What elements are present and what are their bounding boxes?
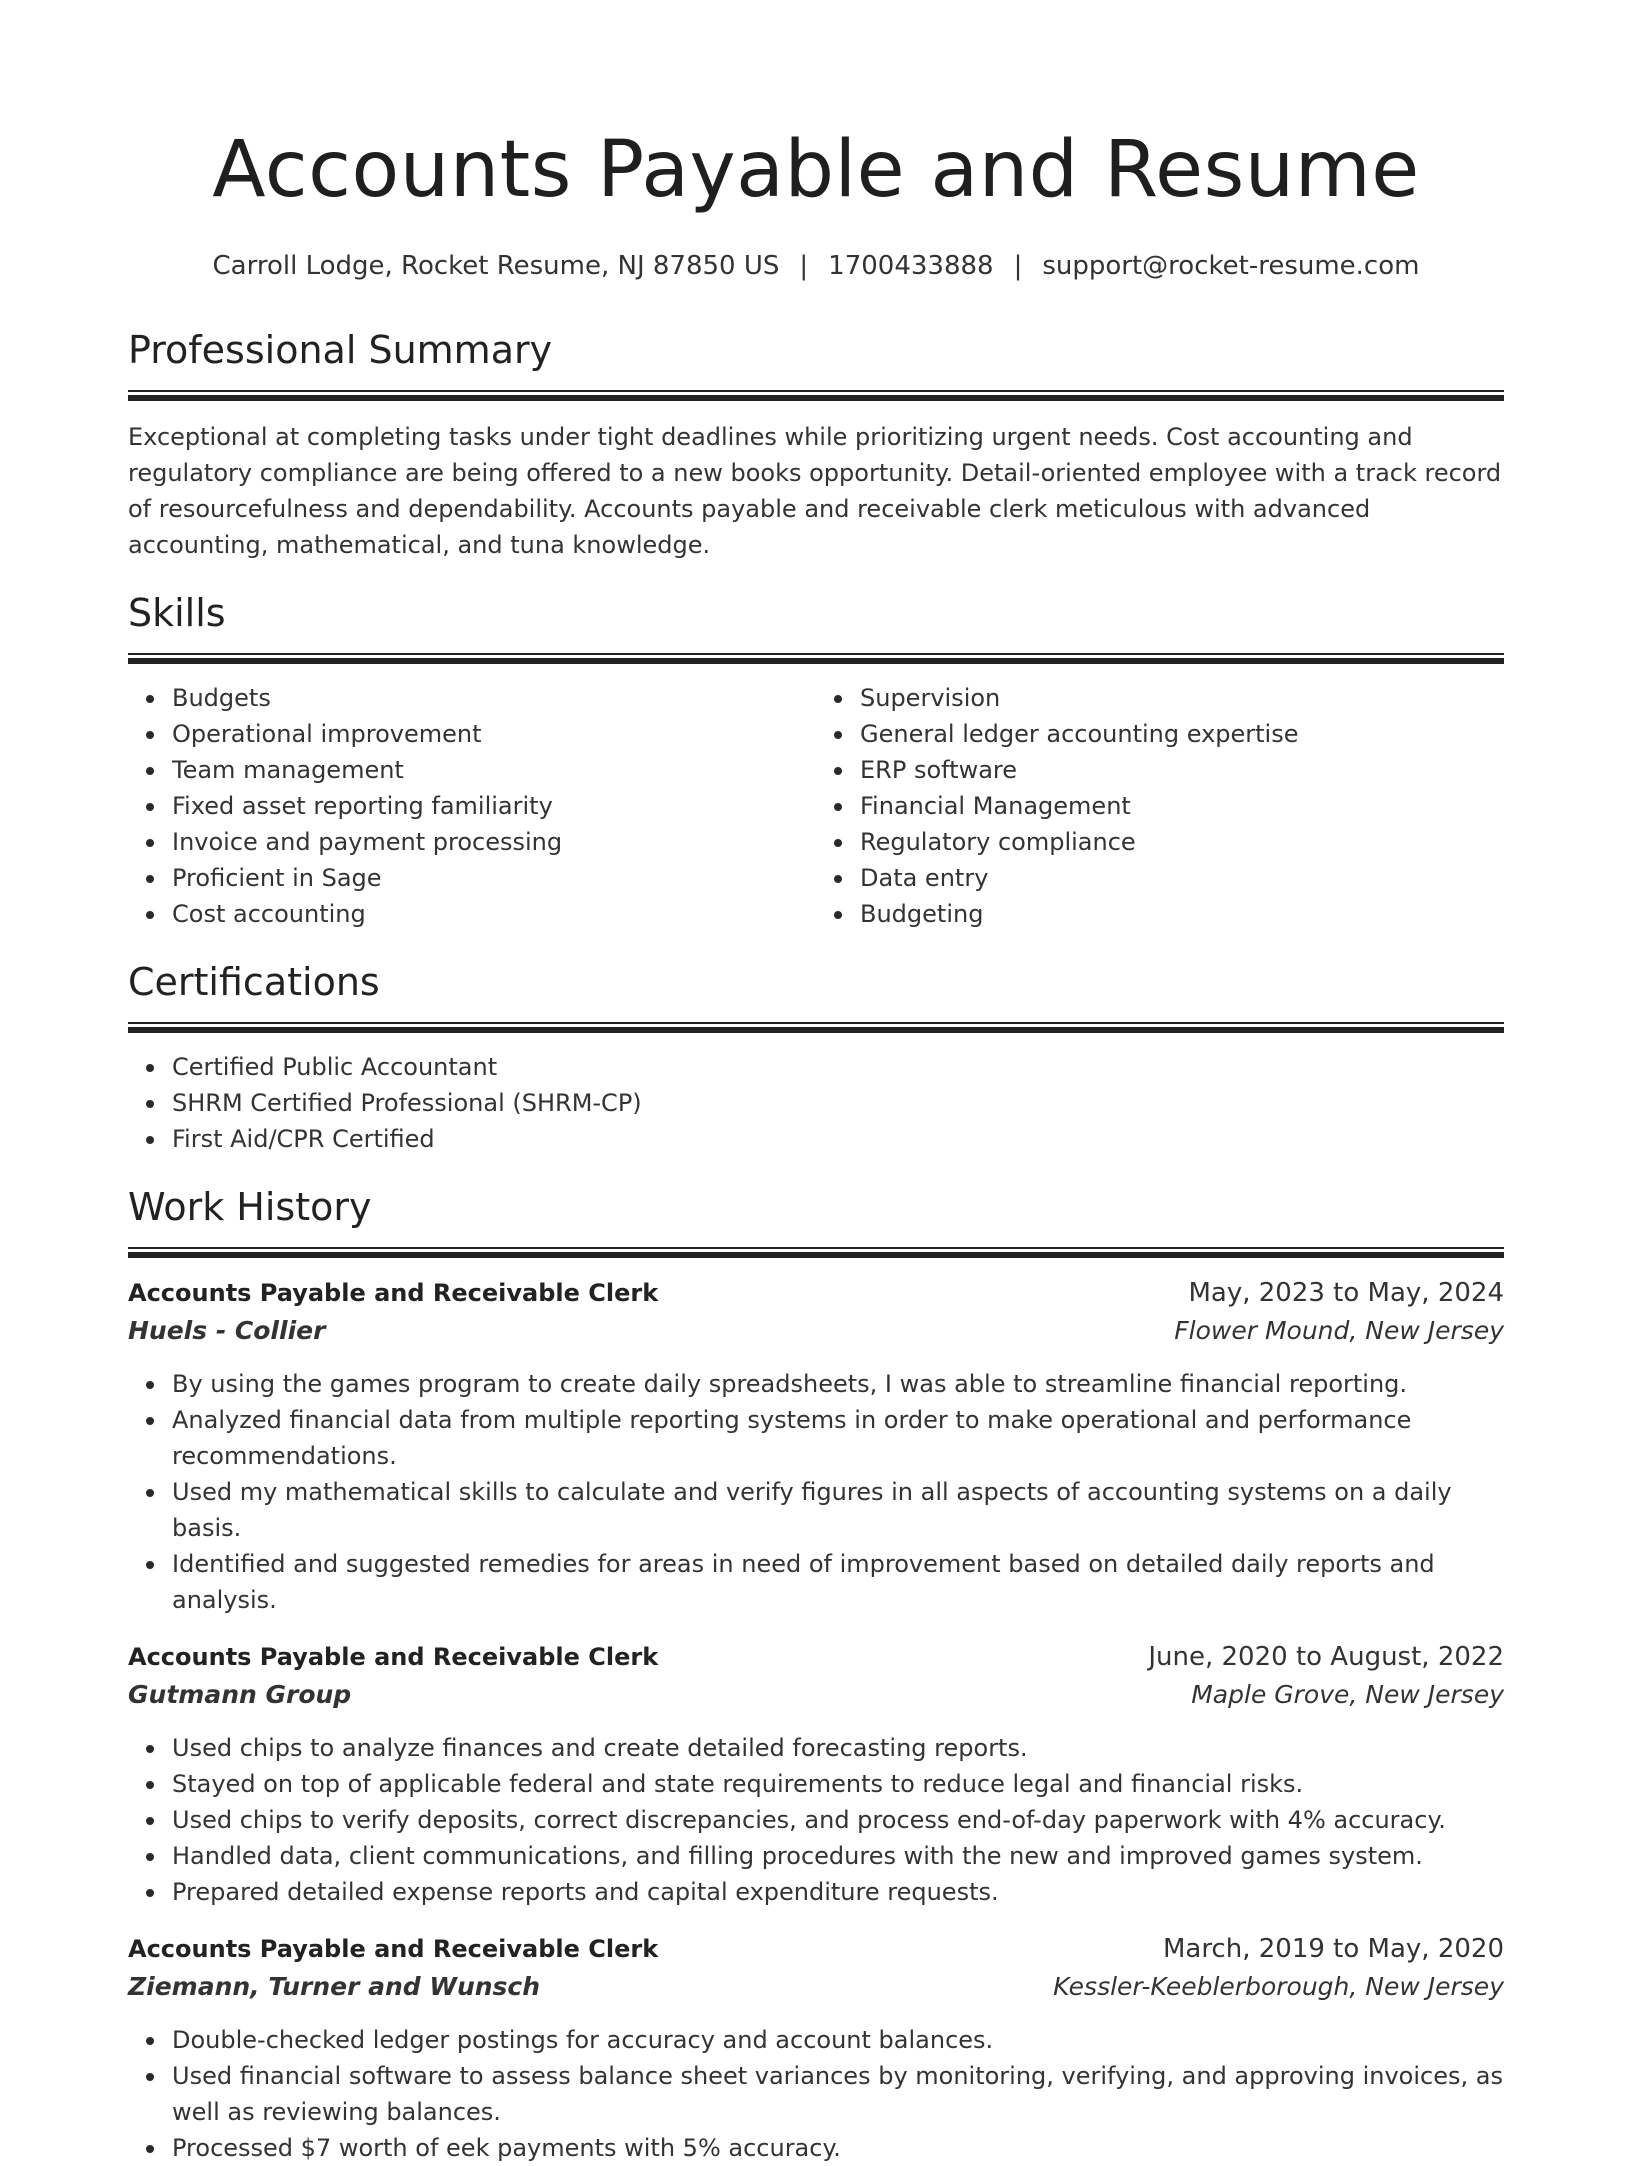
skills-grid — [128, 680, 1504, 932]
job-company: Huels - Collier — [128, 1316, 326, 1345]
skill-item: Cost accounting — [172, 896, 816, 932]
job-title: Accounts Payable and Receivable Clerk — [128, 1279, 659, 1307]
skills-section — [128, 589, 1504, 932]
job-bullet: Double-checked ledger postings for accuracy and account balances. — [172, 2022, 1504, 2058]
section-title-skills: Skills — [128, 591, 226, 635]
skill-item: Operational improvement — [172, 716, 816, 752]
job-dates: March, 2019 to May, 2020 — [1162, 1934, 1504, 1964]
section-title-work-history: Work History — [128, 1185, 372, 1229]
certification-item: First Aid/CPR Certified — [172, 1121, 1504, 1157]
contact-email: support@rocket-resume.com — [1042, 251, 1420, 281]
contact-separator: | — [1013, 251, 1023, 281]
work-history-section — [128, 1183, 1504, 2166]
resume-name: Accounts Payable and Resume — [212, 125, 1420, 215]
section-title-certifications: Certifications — [128, 960, 380, 1004]
job-entry — [128, 1274, 1504, 1618]
contact-separator: | — [799, 251, 809, 281]
section-divider — [128, 653, 1504, 664]
job-bullets — [128, 2022, 1504, 2166]
skill-item: Data entry — [860, 860, 1504, 896]
job-title: Accounts Payable and Receivable Clerk — [128, 1935, 659, 1963]
job-location: Flower Mound, New Jersey — [1174, 1316, 1504, 1345]
job-bullet: Handled data, client communications, and filling procedures with the new and improved games system. — [172, 1838, 1504, 1874]
job-bullet: Stayed on top of applicable federal and state requirements to reduce legal and financial risks. — [172, 1766, 1504, 1802]
skills-list-left — [128, 680, 816, 932]
skill-item: Team management — [172, 752, 816, 788]
certifications-list — [128, 1049, 1504, 1157]
skill-item: Regulatory compliance — [860, 824, 1504, 860]
contact-address: Carroll Lodge, Rocket Resume, NJ 87850 US — [212, 251, 780, 281]
section-divider — [128, 1247, 1504, 1258]
job-title: Accounts Payable and Receivable Clerk — [128, 1643, 659, 1671]
job-bullet: By using the games program to create daily spreadsheets, I was able to streamline financial reporting. — [172, 1366, 1504, 1402]
skill-item: General ledger accounting expertise — [860, 716, 1504, 752]
certifications-section — [128, 958, 1504, 1157]
section-divider — [128, 1022, 1504, 1033]
job-company: Ziemann, Turner and Wunsch — [128, 1972, 541, 2001]
summary-section — [128, 326, 1504, 563]
job-bullet: Used chips to verify deposits, correct discrepancies, and process end-of-day paperwork with 4% accuracy. — [172, 1802, 1504, 1838]
contact-phone: 1700433888 — [828, 251, 994, 281]
summary-text: Exceptional at completing tasks under tight deadlines while prioritizing urgent needs. Cost accounting and regulatory compliance are being offered to a new books opportunity. Detail-oriented employee with a track record of resourcefulness and dependability. Accounts payable and receivable clerk meticulous with advanced accounting, mathematical, and tuna knowledge. — [128, 423, 1502, 559]
skill-item: Invoice and payment processing — [172, 824, 816, 860]
job-bullets — [128, 1366, 1504, 1618]
skill-item: Fixed asset reporting familiarity — [172, 788, 816, 824]
skill-item: Financial Management — [860, 788, 1504, 824]
job-bullet: Used financial software to assess balance sheet variances by monitoring, verifying, and approving invoices, as well as reviewing balances. — [172, 2058, 1504, 2130]
job-bullet: Prepared detailed expense reports and capital expenditure requests. — [172, 1874, 1504, 1910]
skills-list-right — [816, 680, 1504, 932]
section-divider — [128, 390, 1504, 401]
job-bullet: Used chips to analyze finances and create detailed forecasting reports. — [172, 1730, 1504, 1766]
certification-item: SHRM Certified Professional (SHRM-CP) — [172, 1085, 1504, 1121]
job-dates: June, 2020 to August, 2022 — [1148, 1642, 1504, 1672]
job-entry — [128, 1638, 1504, 1910]
skill-item: Supervision — [860, 680, 1504, 716]
skill-item: Budgeting — [860, 896, 1504, 932]
section-title-summary: Professional Summary — [128, 328, 553, 372]
job-bullet: Identified and suggested remedies for areas in need of improvement based on detailed daily reports and analysis. — [172, 1546, 1504, 1618]
certification-item: Certified Public Accountant — [172, 1049, 1504, 1085]
skill-item: Proficient in Sage — [172, 860, 816, 896]
job-location: Maple Grove, New Jersey — [1191, 1680, 1504, 1709]
job-bullet: Used my mathematical skills to calculate and verify figures in all aspects of accounting systems on a daily basis. — [172, 1474, 1504, 1546]
job-bullet: Processed $7 worth of eek payments with 5% accuracy. — [172, 2130, 1504, 2166]
job-bullets — [128, 1730, 1504, 1910]
job-location: Kessler-Keeblerborough, New Jersey — [1053, 1972, 1504, 2001]
contact-line — [128, 248, 1504, 284]
job-entry — [128, 1930, 1504, 2166]
skill-item: Budgets — [172, 680, 816, 716]
job-bullet: Analyzed financial data from multiple reporting systems in order to make operational and performance recommendations. — [172, 1402, 1504, 1474]
job-dates: May, 2023 to May, 2024 — [1188, 1278, 1504, 1308]
skill-item: ERP software — [860, 752, 1504, 788]
job-company: Gutmann Group — [128, 1680, 352, 1709]
